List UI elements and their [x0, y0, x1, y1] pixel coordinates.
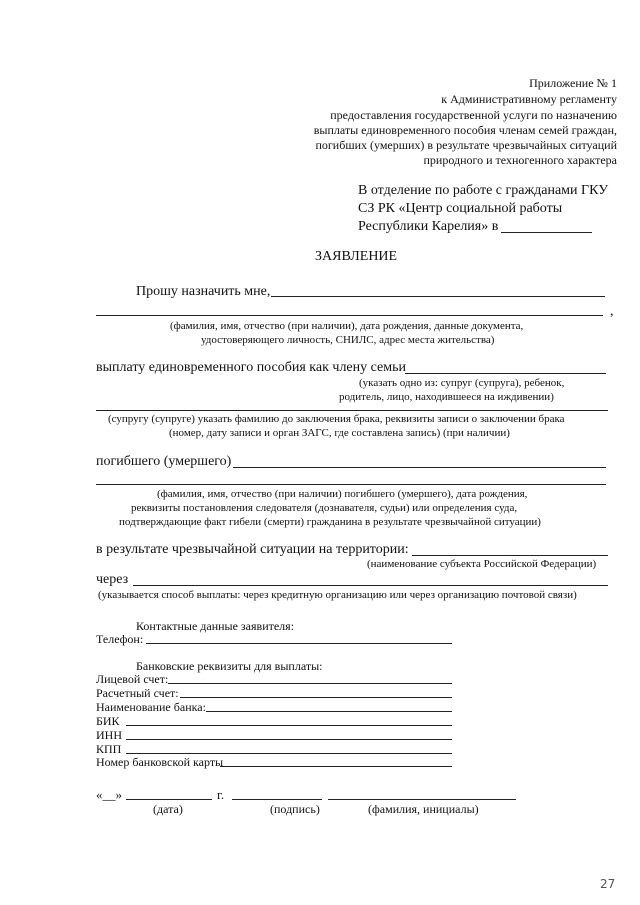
- signature-fill-line[interactable]: [232, 799, 322, 800]
- request-fill-line-2[interactable]: [96, 315, 603, 316]
- bank-field-line[interactable]: [126, 739, 452, 740]
- bank-field-line[interactable]: [206, 711, 452, 712]
- contacts-heading: Контактные данные заявителя:: [136, 619, 295, 633]
- request-hint-line: (фамилия, имя, отчество (при наличии), дата рождения, данные документа,: [170, 320, 524, 332]
- request-hint-line: удостоверяющего личность, СНИЛС, адрес места жительства): [201, 334, 495, 346]
- payment-label: выплату единовременного пособия как члену семьи: [96, 360, 406, 375]
- bank-field-label: Расчетный счет:: [96, 686, 179, 700]
- bank-heading: Банковские реквизиты для выплаты:: [136, 659, 323, 673]
- bank-field-label: БИК: [96, 714, 120, 728]
- year-suffix: г.: [217, 787, 225, 802]
- deceased-label: погибшего (умершего): [96, 454, 232, 469]
- page-title: ЗАЯВЛЕНИЕ: [315, 249, 398, 264]
- date-caption: (дата): [153, 802, 183, 816]
- via-hint: (указывается способ выплаты: через кредитную организацию или через организацию почтовой связи): [98, 589, 577, 601]
- deceased-hint-line: подтверждающие факт гибели (смерти) гражданина в результате чрезвычайной ситуации): [119, 516, 541, 528]
- addressee-fill-line[interactable]: [501, 232, 592, 233]
- emergency-hint: (наименование субъекта Российской Федерации): [367, 558, 597, 570]
- appendix-line: выплаты единовременного пособия членам семей граждан,: [313, 123, 617, 137]
- bank-field-label: Наименование банка:: [96, 700, 206, 714]
- bank-field-line[interactable]: [168, 683, 452, 684]
- emergency-fill-line[interactable]: [412, 555, 608, 556]
- addressee-line: Республики Карелия» в: [358, 219, 499, 234]
- bank-field-line[interactable]: [126, 753, 452, 754]
- appendix-line: к Административному регламенту: [441, 92, 617, 106]
- addressee-line: В отделение по работе с гражданами ГКУ: [358, 183, 609, 198]
- bank-field-line[interactable]: [180, 697, 452, 698]
- deceased-fill-line-2[interactable]: [96, 484, 606, 485]
- request-comma: ,: [610, 304, 614, 319]
- deceased-fill-line[interactable]: [233, 467, 606, 468]
- via-fill-line[interactable]: [133, 585, 608, 586]
- via-label: через: [96, 572, 129, 587]
- spouse-fill-line[interactable]: [96, 410, 608, 411]
- payment-hint-line: (указать одно из: супруг (супруга), ребенок,: [359, 377, 565, 389]
- name-fill-line[interactable]: [328, 799, 516, 800]
- appendix-line: природного и техногенного характера: [423, 153, 617, 167]
- bank-field-label: Лицевой счет:: [96, 672, 169, 686]
- request-label: Прошу назначить мне,: [136, 284, 271, 299]
- date-fill-line[interactable]: [126, 799, 212, 800]
- appendix-line: погибших (умерших) в результате чрезвычайных ситуаций: [315, 138, 617, 152]
- bank-field-label: КПП: [96, 742, 122, 756]
- request-fill-line[interactable]: [271, 296, 605, 297]
- appendix-line: предоставления государственной услуги по назначению: [330, 108, 617, 122]
- signature-caption: (подпись): [270, 802, 320, 816]
- phone-fill-line[interactable]: [146, 643, 452, 644]
- bank-field-label: ИНН: [96, 728, 122, 742]
- emergency-label: в результате чрезвычайной ситуации на территории:: [96, 542, 409, 557]
- payment-hint-line: родитель, лицо, находившееся на иждивении): [339, 391, 554, 403]
- appendix-line: Приложение № 1: [529, 76, 617, 90]
- deceased-hint-line: (фамилия, имя, отчество (при наличии) погибшего (умершего), дата рождения,: [157, 488, 528, 500]
- bank-field-label: Номер банковской карты: [96, 755, 224, 769]
- phone-label: Телефон:: [96, 632, 144, 646]
- payment-fill-line[interactable]: [405, 373, 606, 374]
- deceased-hint-line: реквизиты постановления следователя (дознавателя, судьи) или определения суда,: [131, 502, 518, 514]
- spouse-hint-line: (супругу (супруге) указать фамилию до заключения брака, реквизиты записи о заключении брака: [108, 413, 565, 425]
- date-prefix: «__»: [96, 787, 122, 802]
- name-caption: (фамилия, инициалы): [368, 802, 479, 816]
- bank-field-line[interactable]: [126, 725, 452, 726]
- bank-field-line[interactable]: [220, 766, 452, 767]
- page-number: 27: [600, 877, 616, 891]
- spouse-hint-line: (номер, дату записи и орган ЗАГС, где составлена запись) (при наличии): [169, 427, 510, 439]
- addressee-line: СЗ РК «Центр социальной работы: [358, 201, 563, 216]
